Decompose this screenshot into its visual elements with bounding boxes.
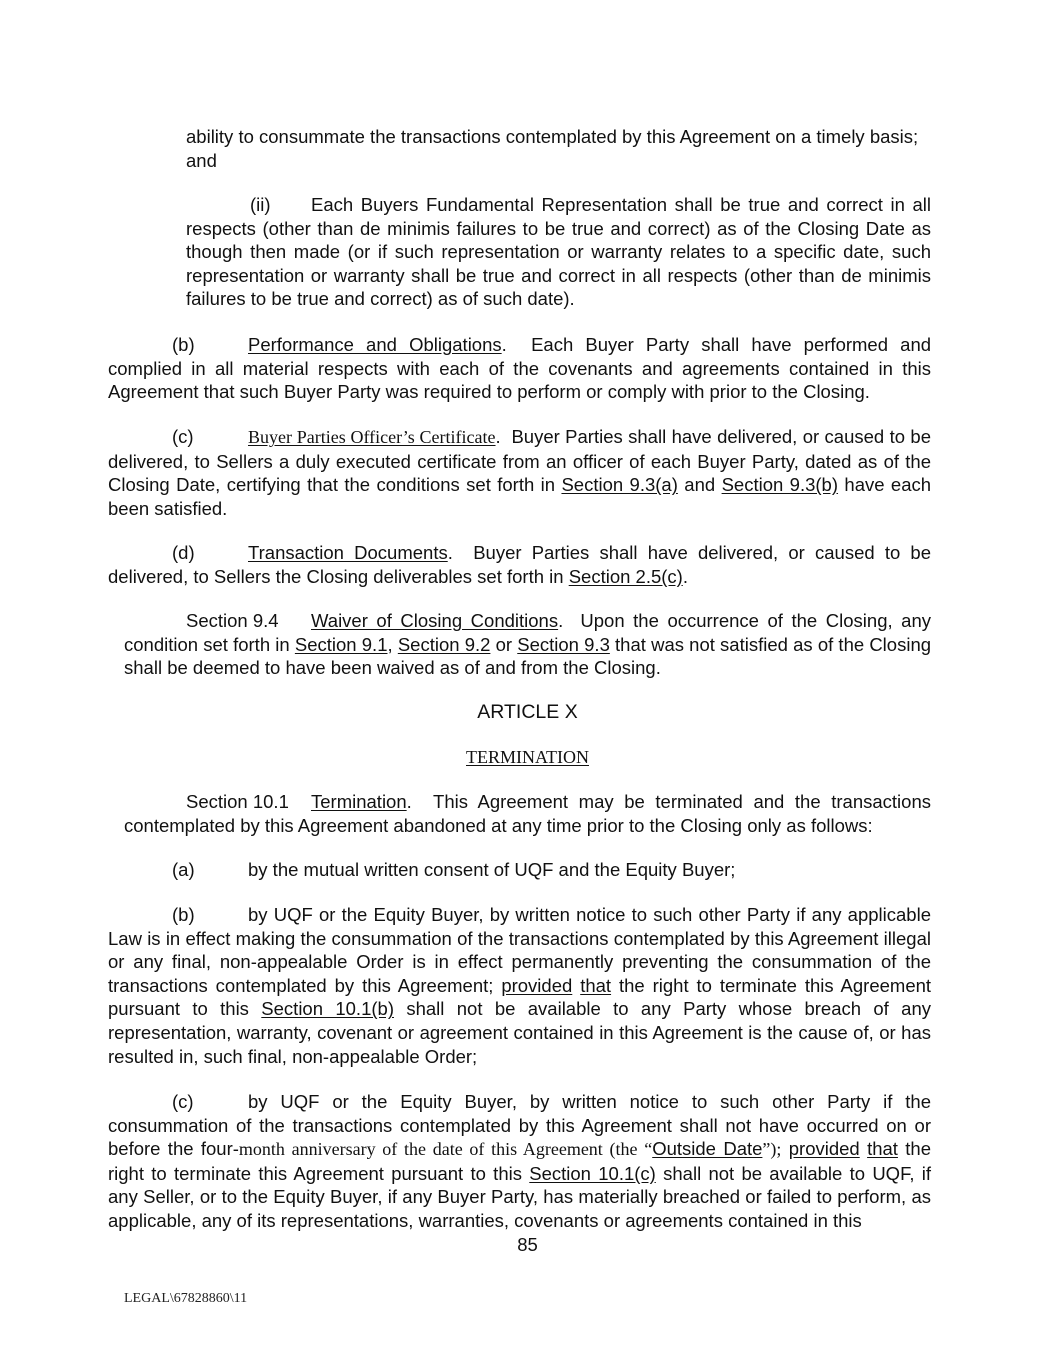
list-label: (b) — [172, 904, 195, 925]
paragraph-text: This Agreement may be terminated and the transactions contemplated by this Agreement abandoned at any time prior to the Closing only as follows: — [124, 791, 931, 836]
paragraph-text: by the mutual written consent of UQF and the Equity Buyer; — [248, 859, 736, 880]
section-heading: Waiver of Closing Conditions — [311, 610, 559, 631]
list-label: (b) — [172, 334, 195, 355]
paragraph-text: have each been satisfied. — [108, 474, 932, 519]
section-number: Section 10.1 — [186, 791, 289, 812]
paragraph-text: Upon the occurrence of the Closing, any condition set forth in — [124, 610, 932, 655]
paragraph-d: (d) Transaction Documents. Buyer Parties shall have delivered, or caused to be delivered, to Sellers the Closing deliverables set forth in Section 2.5(c). — [108, 542, 932, 587]
paragraph-text: shall not be available to any Party whose breach of any representation, warranty, covenant or agreement contained in this Agreement is the cause of, or has resulted in, such final, non-appealable Order; — [108, 998, 932, 1067]
list-label: (a) — [172, 859, 195, 880]
paragraph-text: and — [684, 474, 716, 496]
section-heading: Termination — [311, 791, 407, 812]
paragraph-ii — [186, 193, 931, 311]
cross-reference-link[interactable]: Section 9.2 — [397, 633, 491, 655]
paragraph-b: (b) Performance and Obligations. Each Buyer Party shall have performed and complied in all material respects with each of the covenants and agreements contained in this Agreement that such Buyer Party was required to perform or comply with prior to the Closing. — [108, 334, 932, 403]
defined-term: provided — [501, 974, 573, 996]
list-label: (d) — [172, 542, 195, 563]
cross-reference-link[interactable]: Section 9.3 — [517, 633, 610, 655]
list-label: (c) — [172, 426, 194, 447]
article-subtitle-text: TERMINATION — [466, 747, 589, 767]
section-heading: Transaction Documents — [248, 542, 448, 563]
cross-reference-link[interactable]: Section 9.3(a) — [561, 474, 678, 496]
defined-term: provided — [788, 1138, 860, 1160]
defined-term: that — [580, 974, 612, 996]
paragraph-text: shall not be available to UQF, if any Seller, or to the Equity Buyer, if any Buyer Party, has materially breached or failed to perform, as applicable, any of its representations, warranties, covenants or agreements contained in this — [108, 1162, 931, 1231]
list-label: (ii) — [250, 194, 271, 215]
section-number: Section 9.4 — [186, 610, 279, 631]
paragraph-text-serif: month anniversary of the date of this Agreement (the “ — [238, 1139, 653, 1160]
text-line: and — [186, 149, 217, 171]
punctuation: , — [387, 633, 393, 655]
paragraph-text: the right to terminate this Agreement pursuant to this — [108, 974, 932, 1020]
list-label: (c) — [172, 1091, 194, 1112]
section-10-1: Section 10.1 Termination. This Agreement may be terminated and the transactions contemplated by this Agreement abandoned at any time prior to the Closing only as follows: — [124, 791, 931, 836]
defined-term: that — [867, 1138, 898, 1160]
paragraph-text: Each Buyers Fundamental Representation shall be true and correct in all respects (other than de minimis failures to be true and correct) as of the Closing Date as though then made (or if such representation or warranty relates to a specific date, such representation or warranty shall be true and correct in all respects (other than de minimis failures to be true and correct) as of such date). — [186, 194, 931, 310]
termination-a — [108, 858, 931, 882]
paragraph-text: by UQF or the Equity Buyer, by written notice to such other Party if the consummation of the transactions contemplated by this Agreement shall not have occurred on or before the four- — [108, 1091, 931, 1160]
section-9-4: Section 9.4 Waiver of Closing Conditions. Upon the occurrence of the Closing, any condition set forth in Section 9.1, Section 9.2 or Section 9.3 that was not satisfied as of the Closing shall be deemed to have been waived as of and from the Closing. — [124, 610, 932, 679]
paragraph-a-continuation — [186, 125, 931, 172]
termination-b — [108, 903, 931, 1068]
paragraph-text: Buyer Parties shall have delivered, or caused to be delivered, to Sellers a duly executed certificate from an officer of each Buyer Party, dated as of the Closing Date, certifying that the conditions set forth in — [108, 426, 932, 496]
punctuation: ”); — [762, 1139, 782, 1160]
paragraph-text: Each Buyer Party shall have performed and complied in all material respects with each of the covenants and agreements contained in this Agreement that such Buyer Party was required to perform or comply with prior to the Closing. — [108, 334, 932, 403]
cross-reference-link[interactable]: Section 2.5(c) — [568, 565, 683, 587]
paragraph-c: (c) Buyer Parties Officer’s Certificate. Buyer Parties shall have delivered, or caused to be delivered, to Sellers a duly executed certificate from an officer of each Buyer Party, dated as of the Closing Date, certifying that the conditions set forth in Section 9.3(a) and Section 9.3(b) have each been satisfied. — [108, 426, 932, 519]
defined-term: Outside Date — [652, 1138, 763, 1160]
punctuation: . — [682, 565, 688, 587]
paragraph-text: that was not satisfied as of the Closing shall be deemed to have been waived as of and from the Closing. — [124, 633, 932, 679]
page-number: 85 — [517, 1234, 538, 1255]
termination-c — [108, 1090, 931, 1233]
article-subtitle — [0, 745, 1055, 770]
cross-reference-link[interactable]: Section 10.1(c) — [529, 1162, 656, 1184]
paragraph-text: the right to terminate this Agreement pursuant to this — [108, 1138, 932, 1184]
document-id-footer: LEGAL\67828860\11 — [124, 1291, 248, 1306]
paragraph-text: by UQF or the Equity Buyer, by written notice to such other Party if any applicable Law is in effect making the consummation of the transactions contemplated by this Agreement illegal or any final, non-appealable Order is in effect permanently preventing the consummation of the transactions contemplated by this Agreement; — [108, 904, 931, 996]
section-heading: Buyer Parties Officer’s Certificate — [248, 427, 496, 447]
paragraph-text: or — [495, 633, 513, 655]
cross-reference-link[interactable]: Section 9.3(b) — [721, 474, 839, 496]
cross-reference-link[interactable]: Section 10.1(b) — [261, 998, 394, 1020]
article-title: ARTICLE X — [477, 701, 578, 723]
text-line: ability to consummate the transactions contemplated by this Agreement on a timely basis; — [186, 126, 919, 147]
cross-reference-link[interactable]: Section 9.1 — [294, 633, 388, 655]
section-heading: Performance and Obligations — [248, 334, 502, 355]
paragraph-text: Buyer Parties shall have delivered, or caused to be delivered, to Sellers the Closing deliverables set forth in — [108, 542, 932, 587]
